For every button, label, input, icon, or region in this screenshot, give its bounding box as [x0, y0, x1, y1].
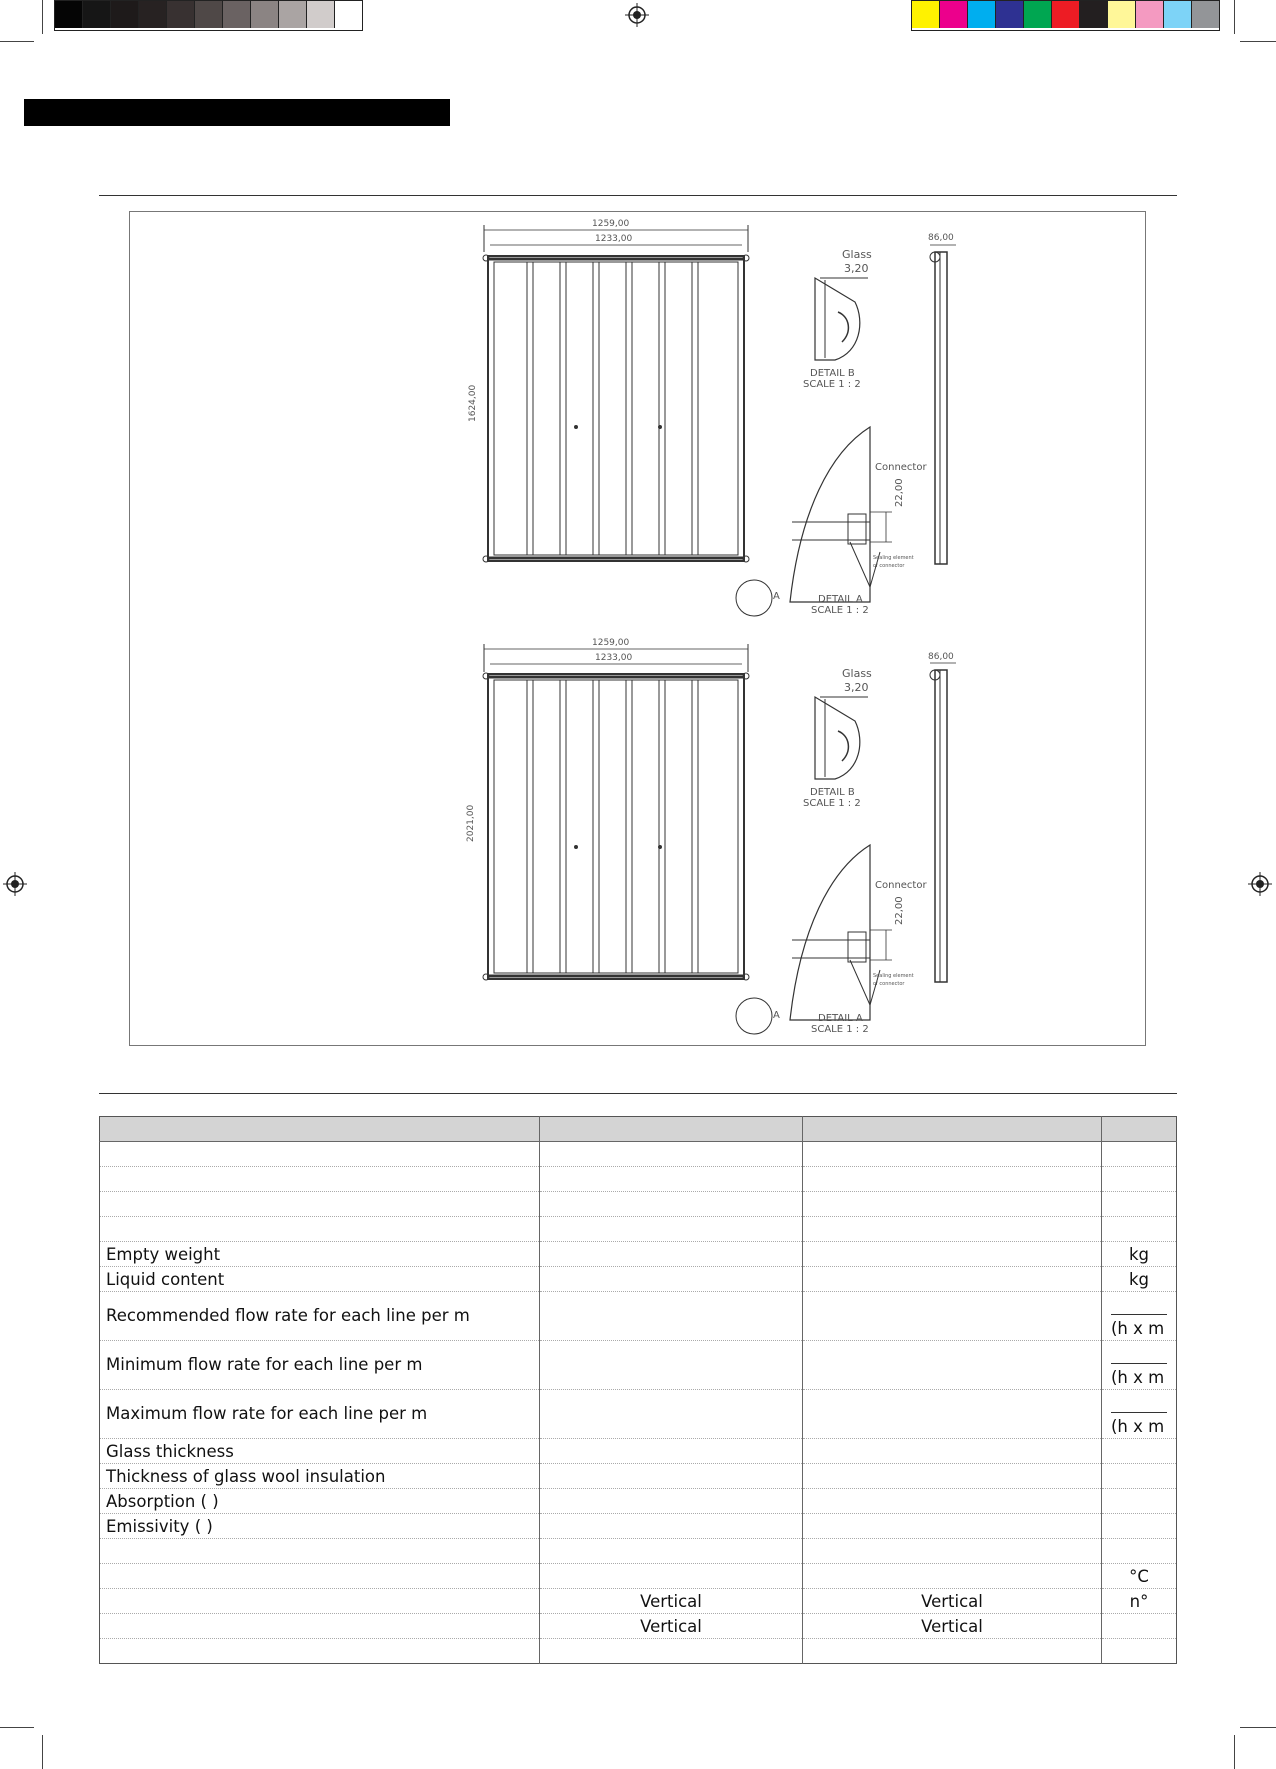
- detail-a-scale-1: SCALE 1 : 2: [811, 605, 869, 616]
- row-label-text: Empty weight: [106, 1245, 221, 1264]
- section-title-bar: [24, 99, 450, 126]
- color-swatch: [1024, 1, 1052, 28]
- dim-overall-width-1: 1259,00: [592, 219, 630, 229]
- row-label: [100, 1489, 540, 1514]
- row-label: [100, 1514, 540, 1539]
- row-label: [100, 1167, 540, 1192]
- sealing-label-1: Sealing element: [873, 555, 914, 561]
- row-label: [100, 1217, 540, 1242]
- crop-mark: [42, 1735, 43, 1769]
- table-header-row: [100, 1117, 1177, 1142]
- detail-a-scale-2: SCALE 1 : 2: [811, 1024, 869, 1035]
- row-label: [100, 1614, 540, 1639]
- gray-scale-bar: [54, 0, 363, 31]
- table-row: [100, 1489, 1177, 1514]
- color-swatch: [111, 1, 139, 28]
- row-unit: [1102, 1564, 1177, 1589]
- dim-inner-width-2: 1233,00: [595, 653, 633, 663]
- row-value-col3: [803, 1390, 1102, 1439]
- detail-b-scale-1: SCALE 1 : 2: [803, 379, 861, 390]
- color-swatch: [1052, 1, 1080, 28]
- table-row: [100, 1539, 1177, 1564]
- dim-inner-width-1: 1233,00: [595, 234, 633, 244]
- row-unit: [1102, 1267, 1177, 1292]
- row-label: [100, 1439, 540, 1464]
- color-swatch: [940, 1, 968, 28]
- row-label: [100, 1390, 540, 1439]
- glass-label-2: Glass: [842, 667, 872, 680]
- row-value-col3: [803, 1489, 1102, 1514]
- color-swatch: [968, 1, 996, 28]
- color-swatch: [1192, 1, 1219, 28]
- row-unit: [1102, 1514, 1177, 1539]
- row-unit: [1102, 1589, 1177, 1614]
- row-label: [100, 1464, 540, 1489]
- dim-depth-2: 86,00: [928, 652, 954, 662]
- row-unit-text: n°: [1129, 1592, 1149, 1611]
- color-swatch: [1108, 1, 1136, 28]
- connector-dim-2: 22,00: [894, 896, 905, 925]
- row-label: [100, 1242, 540, 1267]
- row-label-text: Glass thickness: [106, 1442, 234, 1461]
- dim-depth-1: 86,00: [928, 233, 954, 243]
- specifications-table: [99, 1116, 1177, 1664]
- color-swatch: [1164, 1, 1192, 28]
- color-swatch: [279, 1, 307, 28]
- row-value-col3-text: Vertical: [921, 1592, 983, 1611]
- row-unit: [1102, 1217, 1177, 1242]
- color-swatch: [195, 1, 223, 28]
- row-value-col2: [540, 1192, 803, 1217]
- color-swatch: [83, 1, 111, 28]
- header-cell: [100, 1117, 540, 1142]
- color-swatch: [307, 1, 335, 28]
- detail-b-title-2: DETAIL B: [810, 787, 855, 798]
- crop-mark: [0, 41, 34, 42]
- row-label: [100, 1539, 540, 1564]
- row-unit-text: kg: [1128, 1245, 1150, 1264]
- table-row: [100, 1267, 1177, 1292]
- detail-a-marker-1: A: [773, 591, 780, 602]
- row-label-text: Liquid content: [106, 1270, 225, 1289]
- row-value-col3: [803, 1639, 1102, 1664]
- table-row: [100, 1589, 1177, 1614]
- row-value-col3: [803, 1589, 1102, 1614]
- table-row: [100, 1614, 1177, 1639]
- row-value-col2: [540, 1564, 803, 1589]
- color-bar: [911, 0, 1220, 31]
- row-label: [100, 1142, 540, 1167]
- table-row: [100, 1564, 1177, 1589]
- color-swatch: [139, 1, 167, 28]
- row-value-col2: [540, 1614, 803, 1639]
- crop-mark: [1234, 0, 1235, 34]
- row-value-col3: [803, 1217, 1102, 1242]
- row-value-col2-text: Vertical: [640, 1592, 702, 1611]
- sealing-label-2b: of connector: [873, 981, 905, 987]
- table-row: [100, 1217, 1177, 1242]
- color-swatch: [335, 1, 362, 28]
- table-row: [100, 1167, 1177, 1192]
- row-label: [100, 1341, 540, 1390]
- row-value-col2: [540, 1514, 803, 1539]
- row-unit: [1102, 1614, 1177, 1639]
- row-unit-text: (h x m: [1111, 1363, 1167, 1389]
- row-label: [100, 1639, 540, 1664]
- registration-mark-icon: [1248, 872, 1272, 896]
- row-value-col3: [803, 1464, 1102, 1489]
- row-unit: [1102, 1390, 1177, 1439]
- crop-mark: [1234, 1735, 1235, 1769]
- crop-mark: [0, 1727, 34, 1728]
- row-label: [100, 1292, 540, 1341]
- row-unit-text: °C: [1129, 1567, 1149, 1586]
- header-cell: [803, 1117, 1102, 1142]
- row-value-col2: [540, 1439, 803, 1464]
- row-value-col2: [540, 1267, 803, 1292]
- row-label-text: Emissivity ( ): [106, 1517, 213, 1536]
- crop-mark: [1240, 41, 1276, 42]
- row-value-col2: [540, 1589, 803, 1614]
- row-unit: [1102, 1639, 1177, 1664]
- dim-overall-width-2: 1259,00: [592, 638, 630, 648]
- row-value-col3: [803, 1292, 1102, 1341]
- row-unit: [1102, 1539, 1177, 1564]
- header-cell: [1102, 1117, 1177, 1142]
- detail-a-marker-2: A: [773, 1010, 780, 1021]
- row-value-col2: [540, 1390, 803, 1439]
- registration-mark-icon: [625, 3, 649, 27]
- color-swatch: [996, 1, 1024, 28]
- detail-a-title-1: DETAIL A: [818, 594, 863, 605]
- row-unit: [1102, 1464, 1177, 1489]
- row-value-col2: [540, 1167, 803, 1192]
- sealing-label-2: Sealing element: [873, 973, 914, 979]
- table-row: [100, 1292, 1177, 1341]
- table-body: [100, 1142, 1177, 1664]
- row-label-text: Absorption ( ): [106, 1492, 219, 1511]
- row-label-text: Minimum flow rate for each line per m: [106, 1355, 423, 1374]
- table-row: [100, 1192, 1177, 1217]
- row-value-col2: [540, 1464, 803, 1489]
- color-swatch: [1136, 1, 1164, 28]
- table-row: [100, 1464, 1177, 1489]
- row-value-col3: [803, 1142, 1102, 1167]
- row-value-col3: [803, 1167, 1102, 1192]
- table-row: [100, 1341, 1177, 1390]
- row-value-col3: [803, 1539, 1102, 1564]
- color-swatch: [223, 1, 251, 28]
- color-swatch: [1080, 1, 1108, 28]
- dim-height-1: 1624,00: [468, 384, 478, 422]
- glass-label-1: Glass: [842, 248, 872, 261]
- header-cell: [540, 1117, 803, 1142]
- row-label-text: Thickness of glass wool insulation: [106, 1467, 386, 1486]
- color-swatch: [55, 1, 83, 28]
- row-unit: [1102, 1341, 1177, 1390]
- table-row: [100, 1639, 1177, 1664]
- row-value-col2: [540, 1142, 803, 1167]
- row-label: [100, 1589, 540, 1614]
- detail-b-scale-2: SCALE 1 : 2: [803, 798, 861, 809]
- table-row: [100, 1390, 1177, 1439]
- row-value-col3: [803, 1614, 1102, 1639]
- registration-mark-icon: [3, 872, 27, 896]
- row-value-col2: [540, 1639, 803, 1664]
- row-value-col3: [803, 1192, 1102, 1217]
- glass-value-2: 3,20: [844, 681, 869, 694]
- row-unit: [1102, 1242, 1177, 1267]
- glass-value-1: 3,20: [844, 262, 869, 275]
- divider: [99, 1093, 1177, 1094]
- row-value-col2: [540, 1242, 803, 1267]
- crop-mark: [42, 0, 43, 34]
- technical-drawing: [129, 211, 1146, 1046]
- row-unit: [1102, 1439, 1177, 1464]
- color-swatch: [912, 1, 940, 28]
- row-unit-text: (h x m: [1111, 1314, 1167, 1340]
- color-swatch: [167, 1, 195, 28]
- row-unit-text: kg: [1128, 1270, 1150, 1289]
- table-row: [100, 1439, 1177, 1464]
- row-unit: [1102, 1292, 1177, 1341]
- connector-dim-1: 22,00: [894, 478, 905, 507]
- connector-label-2: Connector: [875, 880, 927, 891]
- row-value-col3-text: Vertical: [921, 1617, 983, 1636]
- row-unit: [1102, 1142, 1177, 1167]
- row-label-text: Recommended flow rate for each line per m: [106, 1306, 470, 1325]
- row-value-col3: [803, 1514, 1102, 1539]
- detail-b-title-1: DETAIL B: [810, 368, 855, 379]
- connector-label-1: Connector: [875, 462, 927, 473]
- row-value-col3: [803, 1242, 1102, 1267]
- row-value-col2: [540, 1539, 803, 1564]
- row-unit-text: (h x m: [1111, 1412, 1167, 1438]
- row-value-col2: [540, 1341, 803, 1390]
- row-label: [100, 1267, 540, 1292]
- row-value-col3: [803, 1341, 1102, 1390]
- table-row: [100, 1242, 1177, 1267]
- row-value-col2: [540, 1292, 803, 1341]
- row-label: [100, 1564, 540, 1589]
- color-swatch: [251, 1, 279, 28]
- divider: [99, 195, 1177, 196]
- row-unit: [1102, 1192, 1177, 1217]
- table-row: [100, 1514, 1177, 1539]
- dim-height-2: 2021,00: [466, 804, 476, 842]
- row-value-col3: [803, 1439, 1102, 1464]
- table-row: [100, 1142, 1177, 1167]
- sealing-label-1b: of connector: [873, 563, 905, 569]
- row-unit: [1102, 1489, 1177, 1514]
- row-value-col3: [803, 1267, 1102, 1292]
- row-value-col3: [803, 1564, 1102, 1589]
- row-label-text: Maximum flow rate for each line per m: [106, 1404, 428, 1423]
- row-value-col2: [540, 1217, 803, 1242]
- row-value-col2: [540, 1489, 803, 1514]
- row-value-col2-text: Vertical: [640, 1617, 702, 1636]
- crop-mark: [1240, 1727, 1276, 1728]
- row-unit: [1102, 1167, 1177, 1192]
- row-label: [100, 1192, 540, 1217]
- detail-a-title-2: DETAIL A: [818, 1013, 863, 1024]
